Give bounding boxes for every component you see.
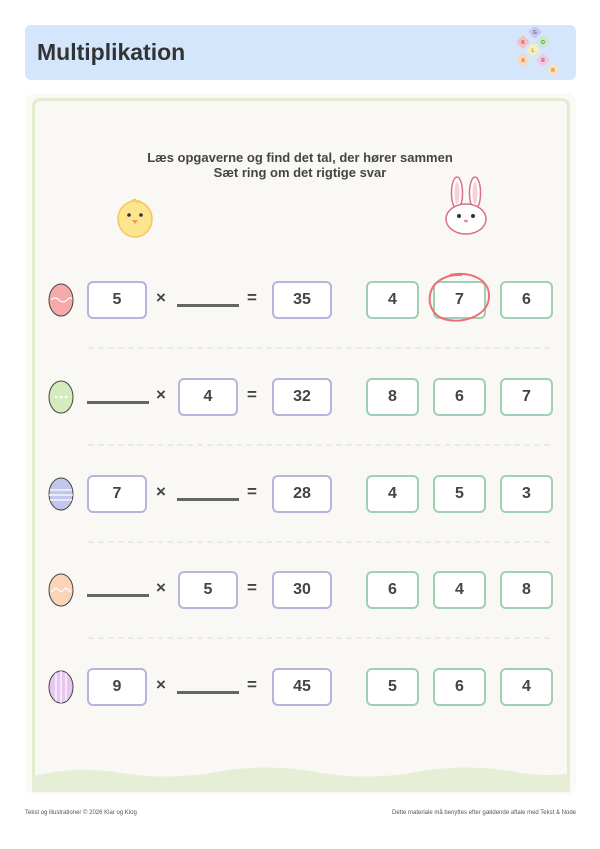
product-box: 28 — [272, 475, 332, 513]
answer-blank[interactable] — [177, 304, 239, 307]
factor-a-box: 5 — [87, 281, 147, 319]
chick-illustration — [115, 197, 155, 239]
answer-blank[interactable] — [87, 594, 149, 597]
option-box-1[interactable]: 8 — [366, 378, 419, 416]
option-box-3[interactable]: 3 — [500, 475, 553, 513]
equals-sign: = — [247, 675, 257, 694]
instructions — [0, 150, 600, 180]
bunny-illustration — [442, 175, 490, 237]
product-box: 45 — [272, 668, 332, 706]
page-title: Multiplikation — [37, 39, 186, 65]
svg-text:K: K — [521, 40, 525, 46]
row-divider — [88, 444, 550, 446]
option-box-3[interactable]: 4 — [500, 668, 553, 706]
instructions-line-1: Læs opgaverne og find det tal, der hører sammen — [147, 150, 453, 165]
easter-egg-icon — [47, 379, 75, 415]
option-box-2[interactable]: 6 — [433, 378, 486, 416]
easter-egg-icon — [47, 669, 75, 705]
page-header — [25, 25, 576, 80]
problem-row-2 — [0, 377, 600, 417]
answer-blank[interactable] — [87, 401, 149, 404]
problem-row-4 — [0, 570, 600, 610]
easter-egg-icon — [47, 476, 75, 512]
option-box-3[interactable]: 6 — [500, 281, 553, 319]
svg-text:G: G — [533, 30, 537, 36]
footer-license: Dette materiale må benyttes efter gældende aftale med Tekst & Node — [392, 810, 576, 816]
option-box-1[interactable]: 6 — [366, 571, 419, 609]
times-sign: × — [156, 578, 166, 597]
option-box-1[interactable]: 5 — [366, 668, 419, 706]
answer-blank[interactable] — [177, 691, 239, 694]
times-sign: × — [156, 288, 166, 307]
times-sign: × — [156, 482, 166, 501]
option-box-2[interactable]: 4 — [433, 571, 486, 609]
equals-sign: = — [247, 385, 257, 404]
option-box-2[interactable]: 6 — [433, 668, 486, 706]
answer-circle-mark — [426, 271, 492, 325]
option-box-2[interactable]: 5 — [433, 475, 486, 513]
equals-sign: = — [247, 482, 257, 501]
klar-og-klog-logo — [510, 27, 560, 79]
option-box-2[interactable]: 7 — [433, 281, 486, 319]
svg-text:L: L — [531, 48, 535, 54]
problem-row-3 — [0, 474, 600, 514]
product-box: 32 — [272, 378, 332, 416]
factor-a-box: 9 — [87, 668, 147, 706]
factor-b-box: 4 — [178, 378, 238, 416]
grass-decoration — [32, 765, 570, 792]
equals-sign: = — [247, 578, 257, 597]
answer-blank[interactable] — [177, 498, 239, 501]
svg-text:O: O — [541, 40, 545, 46]
option-box-3[interactable]: 8 — [500, 571, 553, 609]
option-box-3[interactable]: 7 — [500, 378, 553, 416]
times-sign: × — [156, 675, 166, 694]
easter-egg-icon — [47, 572, 75, 608]
factor-b-box: 5 — [178, 571, 238, 609]
instructions-line-2: Sæt ring om det rigtige svar — [213, 165, 387, 180]
row-divider — [88, 347, 550, 349]
svg-text:R: R — [551, 68, 555, 74]
factor-a-box: 7 — [87, 475, 147, 513]
product-box: 35 — [272, 281, 332, 319]
problem-row-5 — [0, 667, 600, 707]
times-sign: × — [156, 385, 166, 404]
row-divider — [88, 541, 550, 543]
option-box-1[interactable]: 4 — [366, 475, 419, 513]
product-box: 30 — [272, 571, 332, 609]
row-divider — [88, 637, 550, 639]
footer-copyright: Tekst og illustrationer © 2026 Klar og Klog — [25, 810, 137, 816]
svg-text:A: A — [521, 58, 525, 64]
problem-row-1 — [0, 280, 600, 320]
easter-egg-icon — [47, 282, 75, 318]
svg-text:R: R — [541, 58, 545, 64]
equals-sign: = — [247, 288, 257, 307]
option-box-1[interactable]: 4 — [366, 281, 419, 319]
